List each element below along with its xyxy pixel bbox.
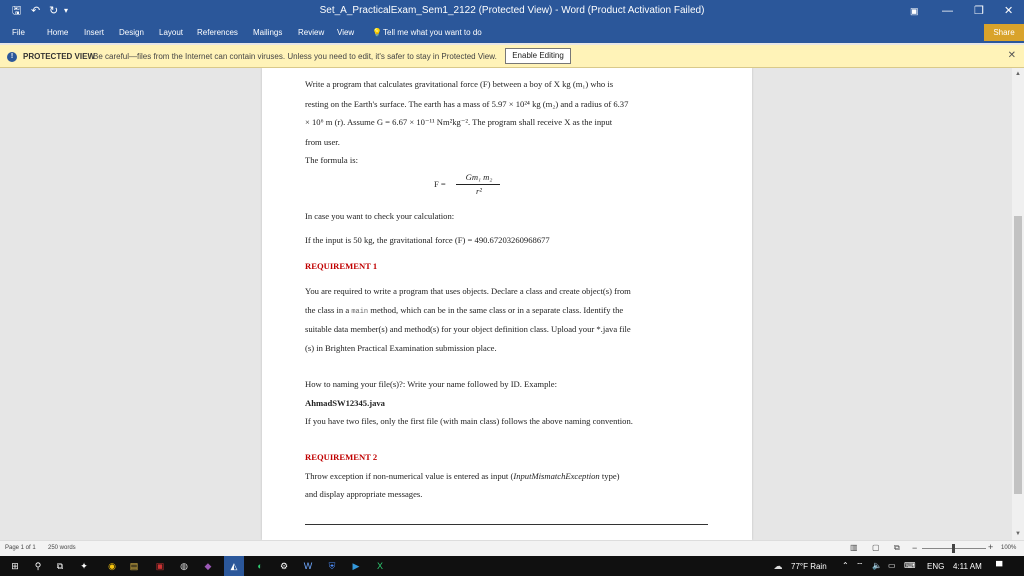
- formula-label: The formula is:: [305, 155, 358, 165]
- read-mode-icon[interactable]: ▥: [850, 543, 858, 552]
- chrome-icon[interactable]: ◉: [108, 561, 116, 571]
- tab-file[interactable]: File: [12, 28, 25, 37]
- formula-lhs: F =: [434, 179, 446, 189]
- notification-icon[interactable]: ▀: [996, 561, 1003, 571]
- paragraph-line: If you have two files, only the first file (with main class) follows the above naming convention.: [305, 416, 633, 426]
- paragraph-line: [305, 304, 707, 318]
- zoom-in-icon[interactable]: +: [988, 542, 994, 552]
- redo-icon[interactable]: ↻: [49, 5, 59, 17]
- tab-design[interactable]: Design: [119, 28, 144, 37]
- print-layout-icon[interactable]: ▢: [872, 543, 880, 552]
- scrollbar-thumb[interactable]: [1014, 216, 1022, 494]
- search-icon[interactable]: ⚲: [34, 561, 42, 571]
- app-icon[interactable]: ▣: [155, 561, 165, 571]
- ribbon-tabs: [0, 22, 1024, 43]
- volume-icon[interactable]: 🔈: [872, 561, 882, 570]
- tab-review[interactable]: Review: [298, 28, 325, 37]
- document-page[interactable]: [262, 68, 752, 540]
- network-icon[interactable]: ⌔: [856, 561, 864, 570]
- close-icon[interactable]: ✕: [1007, 50, 1016, 61]
- paragraph-line: You are required to write a program that uses objects. Declare a class and create object(s) from: [305, 286, 631, 296]
- minimize-icon[interactable]: —: [942, 5, 953, 17]
- undo-icon[interactable]: ↶: [31, 5, 41, 17]
- teams-icon[interactable]: ◆: [204, 561, 212, 571]
- task-view-icon[interactable]: ⧉: [56, 561, 64, 571]
- tab-references[interactable]: References: [197, 28, 238, 37]
- title-bar: [0, 0, 1024, 22]
- tab-home[interactable]: Home: [47, 28, 69, 37]
- excel-icon[interactable]: X: [376, 561, 383, 571]
- restore-icon[interactable]: ❐: [974, 5, 984, 17]
- windows-start-icon[interactable]: ⊞: [11, 561, 19, 571]
- text-run: type): [599, 471, 620, 481]
- save-icon[interactable]: 🖫: [12, 5, 22, 17]
- status-bar: [0, 540, 1024, 557]
- scroll-up-icon[interactable]: ▲: [1015, 71, 1021, 77]
- text-run: method, which can be in the same class or in a separate class. Identify the: [370, 305, 624, 315]
- word-count[interactable]: 250 words: [48, 545, 76, 551]
- edge-icon[interactable]: ◐: [257, 561, 263, 571]
- naming-example: AhmadSW12345.java: [305, 398, 385, 408]
- tab-layout[interactable]: Layout: [159, 28, 184, 37]
- keyboard-icon[interactable]: ⌨: [904, 561, 916, 570]
- horizontal-rule: [305, 524, 708, 525]
- battery-icon[interactable]: ▭: [888, 561, 896, 570]
- paragraph-line: and display appropriate messages.: [305, 489, 423, 499]
- close-icon[interactable]: ✕: [1004, 5, 1014, 17]
- text-run: Throw exception if non-numerical value is entered as input (: [305, 471, 514, 481]
- document-area: [0, 68, 1012, 540]
- formula-denominator: r²: [476, 186, 482, 196]
- share-button[interactable]: Share: [984, 24, 1024, 41]
- zoom-out-icon[interactable]: −: [912, 543, 918, 553]
- app-icon[interactable]: ✦: [80, 561, 88, 571]
- app-icon[interactable]: ◭: [230, 561, 238, 571]
- formula-numerator: Gm₁ m₂: [465, 172, 493, 182]
- paragraph-line: resting on the Earth's surface. The earth has a mass of 5.97 × 10²⁴ kg (m₂) and a radius of 6.37: [305, 99, 629, 109]
- settings-icon[interactable]: ⚙: [279, 561, 289, 571]
- window-title: Set_A_PracticalExam_Sem1_2122 (Protected View) - Word (Product Activation Failed): [319, 5, 705, 16]
- shield-icon[interactable]: ⛨: [328, 561, 336, 571]
- paragraph-line: [305, 470, 707, 482]
- paragraph-line: In case you want to check your calculation:: [305, 211, 455, 221]
- paragraph-line: × 10⁶ m (r). Assume G = 6.67 × 10⁻¹¹ Nm²kg⁻². The program shall receive X as the input: [305, 117, 613, 127]
- web-layout-icon[interactable]: ⧉: [894, 543, 900, 552]
- paragraph-line: from user.: [305, 137, 340, 147]
- shield-icon: !: [7, 52, 17, 62]
- paragraph-line: suitable data member(s) and method(s) for your object definition class. Upload your *.java file: [305, 324, 631, 334]
- paragraph-line: If the input is 50 kg, the gravitational force (F) = 490.67203260968677: [305, 235, 550, 245]
- ribbon-display-icon[interactable]: ▣: [910, 6, 919, 16]
- tab-mailings[interactable]: Mailings: [253, 28, 283, 37]
- requirement-2-heading: REQUIREMENT 2: [305, 452, 378, 462]
- weather-icon: ☁: [773, 561, 783, 571]
- language-indicator[interactable]: ENG: [927, 562, 945, 571]
- file-explorer-icon[interactable]: ▤: [129, 561, 139, 571]
- tab-view[interactable]: View: [337, 28, 355, 37]
- taskbar: [0, 556, 1024, 576]
- protected-view-message: Be careful—files from the Internet can contain viruses. Unless you need to edit, it's safer to stay in Protected View.: [93, 52, 497, 61]
- code-keyword: main: [351, 308, 369, 316]
- word-icon[interactable]: W: [303, 561, 313, 571]
- vertical-scrollbar[interactable]: [1012, 68, 1024, 540]
- tab-insert[interactable]: Insert: [84, 28, 105, 37]
- paragraph-line: (s) in Brighten Practical Examination submission place.: [305, 343, 497, 353]
- app-icon[interactable]: ▶: [352, 561, 360, 571]
- app-icon[interactable]: ◍: [180, 561, 188, 571]
- scroll-down-icon[interactable]: ▼: [1015, 531, 1021, 537]
- enable-editing-button[interactable]: Enable Editing: [505, 48, 571, 64]
- exception-name: InputMismatchException: [513, 471, 600, 481]
- clock[interactable]: 4:11 AM: [953, 562, 982, 571]
- paragraph-line: How to naming your file(s)?: Write your name followed by ID. Example:: [305, 379, 557, 389]
- zoom-level[interactable]: 100%: [1001, 545, 1017, 551]
- lightbulb-icon: 💡: [372, 28, 382, 37]
- text-run: the class in a: [305, 305, 350, 315]
- protected-view-bar: [0, 45, 1024, 68]
- zoom-slider-thumb[interactable]: [952, 544, 955, 553]
- customize-toolbar-icon[interactable]: ▾: [64, 6, 69, 15]
- chevron-up-icon[interactable]: ⌃: [842, 561, 849, 570]
- tell-me-search[interactable]: Tell me what you want to do: [383, 28, 482, 37]
- requirement-1-heading: REQUIREMENT 1: [305, 261, 378, 271]
- page-count[interactable]: Page 1 of 1: [5, 545, 36, 551]
- weather-label[interactable]: 77°F Rain: [791, 562, 827, 571]
- paragraph-line: Write a program that calculates gravitational force (F) between a boy of X kg (m₁) who is: [305, 79, 614, 89]
- protected-view-label: PROTECTED VIEW: [23, 52, 96, 61]
